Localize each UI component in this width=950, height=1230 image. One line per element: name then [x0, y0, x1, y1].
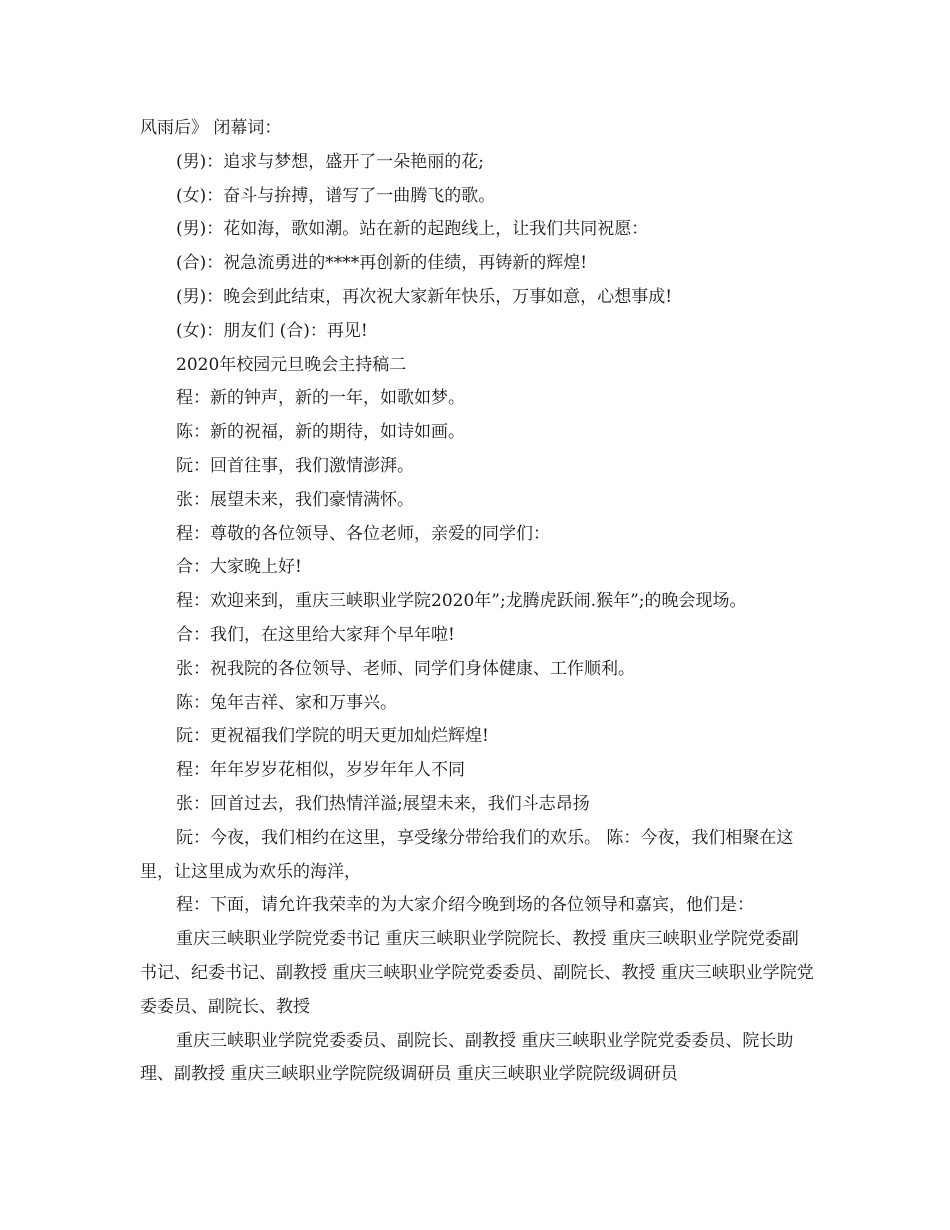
- text-line: (男)：晚会到此结束，再次祝大家新年快乐，万事如意，心想事成!: [176, 286, 673, 307]
- text-paragraph: 重庆三峡职业学院党委书记 重庆三峡职业学院院长、教授 重庆三峡职业学院党委副书记、纪委书记、副教授 重庆三峡职业学院党委委员、副院长、教授 重庆三峡职业学院党委委员、副院长、教授: [140, 929, 814, 1017]
- text-line: 风雨后》 闭幕词：: [140, 118, 282, 138]
- text-paragraph: 重庆三峡职业学院党委委员、副院长、副教授 重庆三峡职业学院党委委员、院长助理、副教授 重庆三峡职业学院院级调研员 重庆三峡职业学院院级调研员: [140, 1030, 794, 1085]
- text-line: 合：我们，在这里给大家拜个早年啦!: [176, 624, 455, 645]
- text-line: 程：欢迎来到，重庆三峡职业学院2020年”;龙腾虎跃闹.猴年”;的晚会现场。: [176, 591, 747, 612]
- text-line: (女)：朋友们 (合)：再见!: [176, 320, 368, 341]
- section-heading: 2020年校园元旦晚会主持稿二: [176, 354, 407, 375]
- document-body: [140, 112, 815, 1092]
- text-line: 张：回首过去，我们热情洋溢;展望未来，我们斗志昂扬: [176, 793, 590, 814]
- text-line: 程：年年岁岁花相似，岁岁年年人不同: [176, 760, 465, 781]
- text-line: 张：展望未来，我们豪情满怀。: [176, 489, 414, 510]
- text-line: (女)：奋斗与拚搏，谱写了一曲腾飞的歌。: [176, 185, 496, 206]
- text-line: 程：尊敬的各位领导、各位老师，亲爱的同学们：: [176, 523, 550, 544]
- text-line: 张：祝我院的各位领导、老师、同学们身体健康、工作顺利。: [176, 658, 635, 679]
- text-line: 合：大家晚上好!: [176, 557, 302, 578]
- text-line: 阮：回首往事，我们激情澎湃。: [176, 455, 414, 476]
- text-line: (男)：花如海，歌如潮。站在新的起跑线上，让我们共同祝愿：: [176, 219, 649, 240]
- text-line: 程：新的钟声，新的一年，如歌如梦。: [176, 388, 465, 409]
- text-line: 程：下面，请允许我荣幸的为大家介绍今晚到场的各位领导和嘉宾，他们是：: [176, 895, 754, 916]
- text-paragraph: 阮：今夜，我们相约在这里，享受缘分带给我们的欢乐。 陈：今夜，我们相聚在这里，让这里成为欢乐的海洋，: [140, 827, 794, 882]
- text-line: 陈：新的祝福，新的期待，如诗如画。: [176, 422, 465, 443]
- text-line: 阮：更祝福我们学院的明天更加灿烂辉煌!: [176, 726, 489, 747]
- text-line: 陈：兔年吉祥、家和万事兴。: [176, 692, 397, 713]
- text-line: (男)：追求与梦想，盛开了一朵艳丽的花;: [176, 151, 484, 172]
- text-line: (合)：祝急流勇进的****再创新的佳绩，再铸新的辉煌!: [176, 253, 588, 274]
